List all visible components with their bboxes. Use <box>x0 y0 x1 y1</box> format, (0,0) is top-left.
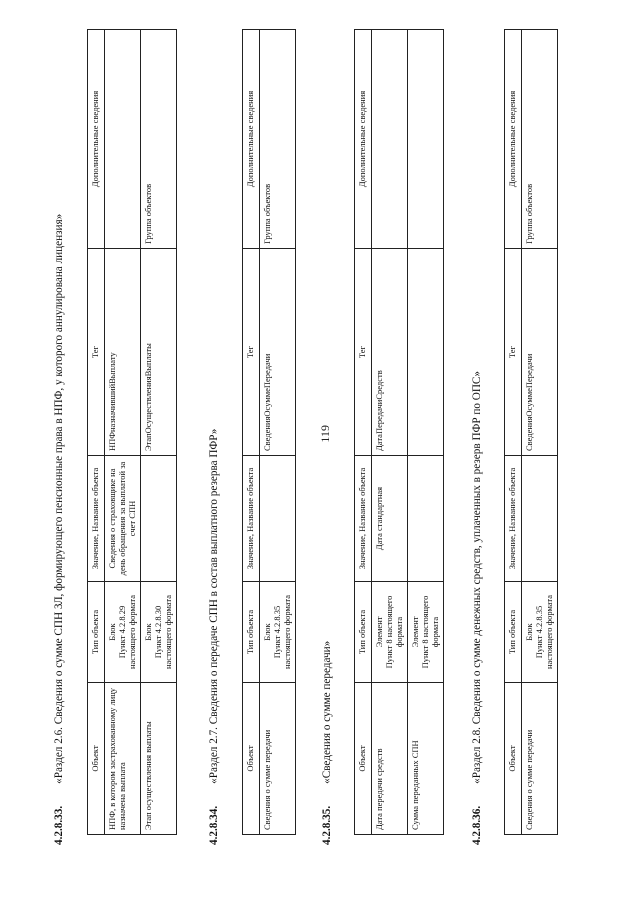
column-header: Объект <box>88 683 105 835</box>
table-row <box>141 30 177 835</box>
column-header: Дополнительные сведения <box>88 30 105 249</box>
column-header: Значение, Название объекта <box>88 456 105 582</box>
table-cell: Дата передачи средств <box>372 683 408 835</box>
table-cell <box>408 30 444 249</box>
spec-table <box>354 29 444 835</box>
column-header: Объект <box>243 683 260 835</box>
table-row <box>408 30 444 835</box>
section-title: «Раздел 2.7. Сведения о передаче СПН в состав выплатного резерва ПФР» <box>208 428 220 784</box>
table-cell <box>141 456 177 582</box>
column-header: Объект <box>355 683 372 835</box>
column-header: Тег <box>355 249 372 456</box>
table-cell: Сведения о сумме передачи <box>260 683 296 835</box>
rotated-page-content <box>52 25 592 845</box>
table-cell: Группа объектов <box>141 30 177 249</box>
table-header-row <box>505 30 522 835</box>
section-heading <box>320 641 334 845</box>
column-header: Тег <box>505 249 522 456</box>
table-row <box>372 30 408 835</box>
table-cell: Блок Пункт 4.2.8.29 настоящего формата <box>105 582 141 683</box>
column-header: Значение, Название объекта <box>355 456 372 582</box>
section-number: 4.2.8.33. <box>53 805 65 845</box>
table-cell: Сведения о страховщике на день обращения за выплатой за счет СПН <box>105 456 141 582</box>
table-cell <box>260 456 296 582</box>
table-cell <box>105 30 141 249</box>
table-cell: ДатаПередачиСредств <box>372 249 408 456</box>
table-header-row <box>88 30 105 835</box>
section-title: «Раздел 2.6. Сведения о сумме СПН ЗЛ, формирующего пенсионные права в НПФ, у которого аннулирована лицензия» <box>53 213 65 784</box>
page-number: 119 <box>318 425 332 443</box>
column-header: Дополнительные сведения <box>355 30 372 249</box>
column-header: Объект <box>505 683 522 835</box>
column-header: Тип объекта <box>355 582 372 683</box>
table-cell: Блок Пункт 4.2.8.35 настоящего формата <box>522 582 558 683</box>
table-cell <box>408 249 444 456</box>
column-header: Дополнительные сведения <box>243 30 260 249</box>
section-heading <box>52 214 66 845</box>
section-number: 4.2.8.35. <box>321 805 333 845</box>
table-cell: НПФназначившийВыплату <box>105 249 141 456</box>
table-cell: Группа объектов <box>260 30 296 249</box>
table-row <box>260 30 296 835</box>
table-cell <box>408 456 444 582</box>
column-header: Тег <box>243 249 260 456</box>
table-cell: Этап осуществления выплаты <box>141 683 177 835</box>
spec-table <box>242 29 296 835</box>
column-header: Тип объекта <box>88 582 105 683</box>
table-row <box>105 30 141 835</box>
table-cell: СведенияОсуммеПередачи <box>260 249 296 456</box>
column-header: Тип объекта <box>505 582 522 683</box>
column-header: Тег <box>88 249 105 456</box>
table-cell: Сведения о сумме передачи <box>522 683 558 835</box>
table-cell: Блок Пункт 4.2.8.35 настоящего формата <box>260 582 296 683</box>
table-cell: Сумма переданных СПН <box>408 683 444 835</box>
column-header: Значение, Название объекта <box>243 456 260 582</box>
section-number: 4.2.8.34. <box>208 805 220 845</box>
section-heading <box>207 429 221 845</box>
table-cell: ЭтапОсуществленияВыплаты <box>141 249 177 456</box>
table-row <box>522 30 558 835</box>
column-header: Дополнительные сведения <box>505 30 522 249</box>
table-cell <box>522 456 558 582</box>
section-heading <box>470 371 484 845</box>
column-header: Тип объекта <box>243 582 260 683</box>
table-cell <box>372 30 408 249</box>
table-cell: Элемент Пункт 8 настоящего формата <box>372 582 408 683</box>
spec-table <box>87 29 177 835</box>
section-title: «Сведения о сумме передачи» <box>321 640 333 784</box>
section-number: 4.2.8.36. <box>471 805 483 845</box>
table-header-row <box>355 30 372 835</box>
table-header-row <box>243 30 260 835</box>
table-cell: НПФ, в котором застрахованному лицу назначена выплата <box>105 683 141 835</box>
column-header: Значение, Название объекта <box>505 456 522 582</box>
spec-table <box>504 29 558 835</box>
table-cell: Элемент Пункт 8 настоящего формата <box>408 582 444 683</box>
table-cell: СведенияОсуммеПередачи <box>522 249 558 456</box>
table-cell: Группа объектов <box>522 30 558 249</box>
table-cell: Дата стандартная <box>372 456 408 582</box>
table-cell: Блок Пункт 4.2.8.30 настоящего формата <box>141 582 177 683</box>
section-title: «Раздел 2.8. Сведения о сумме денежных средств, уплаченных в резерв ПФР по ОПС» <box>471 371 483 784</box>
